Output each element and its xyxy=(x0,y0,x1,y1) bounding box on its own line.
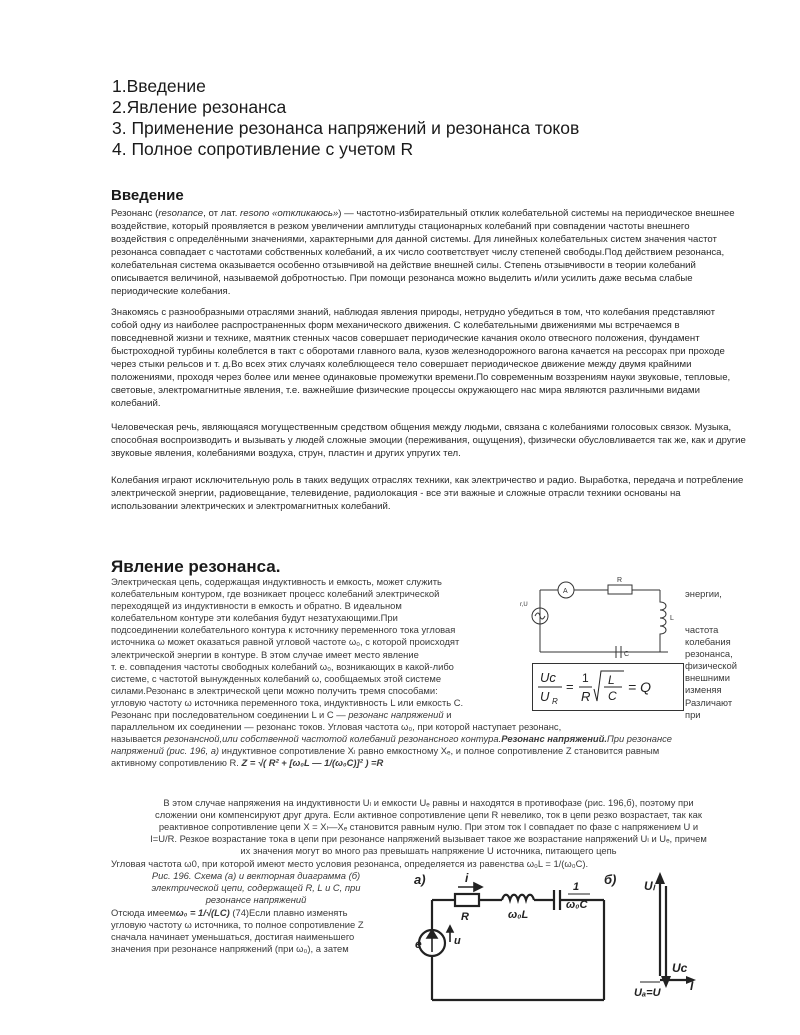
right-word: изменяя xyxy=(685,684,722,696)
right-word: частота xyxy=(685,624,719,635)
inductor-label: L xyxy=(670,615,674,622)
res-line: электрической энергии в контуре. В этом случае имеет место явление xyxy=(111,648,419,660)
res-line: источника ω может оказаться равной угловой частоте ω₀, с которой происходят xyxy=(111,636,460,648)
series-rlc-circuit-figure xyxy=(410,868,620,1028)
caption-line: резонансе напряжений xyxy=(205,894,307,906)
fig-b-ur: Uₐ=U xyxy=(634,987,661,999)
p1-rest: ) — частотно-избирательный отклик колебательной системы на периодическое внешнее воздействие, который проявляется в резком увеличении амплитуды стационарных колебаний при совпадении частоты внешнего воздействия с определёнными значениями, характерными для данной системы. Для линейных колебательных систем значения частот резонанса совпадает с частотами собственных колебаний, а их число соответствует числу степеней свободы.Под действием резонанса, колебательная система оказывается особенно отзывчивой на действие внешней силы. Степень отзывчивости в теории колебаний описывается величиной, называемой добротностью. При помощи резонанса можно выделить и/или усилить даже весьма слабые периодические колебания. xyxy=(111,208,735,297)
p1-mid: , от лат. xyxy=(203,208,241,219)
right-word: при xyxy=(685,708,701,720)
res-line-15: напряжений (рис. 196, а) индуктивное сопротивление Xₗ равно емкостному Xₑ, и полное сопротивление Z становится равным xyxy=(111,745,660,757)
one-label: 1 xyxy=(582,671,589,685)
fig-b-uc: Uc xyxy=(672,961,688,975)
voltage-label: r,U xyxy=(520,602,528,608)
resonance-full-lines xyxy=(111,721,746,769)
resistor-icon xyxy=(608,585,632,594)
resonance-right-words-2 xyxy=(685,624,745,721)
right-word: физической xyxy=(685,660,737,672)
vector-diagram-figure xyxy=(600,868,720,1028)
res-line: колебательном контуре эти колебания будут незатухающими.При xyxy=(111,612,398,624)
eq-sign: = xyxy=(566,679,574,694)
res-line: угловую частоту ω источника переменного тока, индуктивность L или емкость С. xyxy=(111,696,464,708)
tail-line: сначала начинает уменьшаться, достигая наименьшего xyxy=(111,931,355,943)
figure-caption xyxy=(111,870,401,906)
intro-paragraph-3: Человеческая речь, являющаяся могущественным средством общения между людьми, связана с колебаниями голосовых связок. Музыка, способная воспроизводить и вызывать у людей сложные эмоции (переживания, ощущения), физически обусловливается так же, как и другие звуковые явления, колебаниями воздуха, струн, пластин и других упругих тел. xyxy=(111,422,746,459)
l-label: L xyxy=(608,673,615,687)
res-line: системе, с частотой вынужденных колебаний ω, сообщаемых этой системе xyxy=(111,672,442,684)
caption-line: электрической цепи, содержащей R, L и С, при xyxy=(151,882,361,894)
inductor-icon xyxy=(502,895,534,900)
toc-item-4[interactable]: 4. Полное сопротивление с учетом R xyxy=(112,139,414,159)
toc-item-2[interactable]: 2.Явление резонанса xyxy=(112,97,287,117)
fig-a-voltage: u xyxy=(454,935,461,947)
fig-a-tag: а) xyxy=(414,872,426,887)
q-factor-formula xyxy=(532,663,684,711)
bottom-line: сложении они компенсируют друг друга. Если активное сопротивление цепи R невелико, ток в цепи резко возрастает, так как xyxy=(155,809,702,821)
res-line-14: называется резонансной,или собственной частотой колебаний резонансного контура.Резонанс напряжений.При резонансе xyxy=(111,733,673,745)
fig-a-cap-den: ω₀C xyxy=(566,899,588,911)
inductor-icon xyxy=(660,590,666,652)
tail-line: угловую частоту ω источника, то полное сопротивление Z xyxy=(111,919,364,931)
q-label: = Q xyxy=(628,679,651,695)
resonance-left-column xyxy=(111,576,536,721)
bottom-line: их значения могут во много раз превышать напряжение U источника, питающего цепь xyxy=(240,845,617,857)
bottom-line: В этом случае напряжения на индуктивности Uₗ и емкости Uₑ равны и находятся в противофазе (рис. 196,б), поэтому при xyxy=(163,797,694,808)
res-line: подсоединении колебательного контура к источнику переменного тока угловая xyxy=(111,624,456,636)
caption-line: Рис. 196. Схема (а) и векторная диаграмма (б) xyxy=(151,870,361,881)
ammeter-label: A xyxy=(563,588,568,595)
intro-heading: Введение xyxy=(111,187,184,204)
omega-line: Отсюда имеемω₀ = 1/√(LC) (74)Если плавно изменять xyxy=(111,907,348,918)
res-line: Электрическая цепь, содержащая индуктивность и емкость, может служить xyxy=(111,576,442,587)
right-word: Различают xyxy=(685,696,733,708)
res-line: переходящей из индуктивности в емкость и обратно. В идеальном xyxy=(111,600,402,612)
p1-lead: Резонанс ( xyxy=(111,208,159,219)
fig-a-resistor: R xyxy=(461,911,469,923)
fig-a-cap-num: 1 xyxy=(573,881,580,893)
p1-resono: resono «откликаюсь» xyxy=(240,208,339,219)
res-line-12: Резонанс при последовательном соединении L и С — резонанс напряжений и xyxy=(111,709,452,721)
toc-item-1[interactable]: 1.Введение xyxy=(112,76,206,96)
right-word: резонанса, xyxy=(685,648,733,660)
res-line: силами.Резонанс в электрической цепи можно получить тремя способами: xyxy=(111,684,438,696)
toc-item-3[interactable]: 3. Применение резонанса напряжений и резонанса токов xyxy=(112,118,580,138)
lc-circuit-diagram xyxy=(518,572,684,660)
fig-b-ul: Uₗ xyxy=(644,879,655,893)
resonance-heading: Явление резонанса. xyxy=(111,557,281,576)
fig-a-current: i xyxy=(465,871,469,885)
c-label: C xyxy=(608,689,617,703)
intro-paragraph-1 xyxy=(111,207,739,298)
intro-paragraph-2: Знакомясь с разнообразными отраслями знаний, наблюдая явления природы, нетрудно убедиться в том, что колебания представляют собой одну из наиболее распространенных форм механического движения. С колебательными движениями мы встречаемся в повседневной жизни и технике, маятник стенных часов совершает периодические качания около отвесного положения, фундамент быстроходной турбины колеблется в такт с оборотами главного вала, кузов железнодорожного вагона качается на рессорах при проходе через стыки рельсов и т. д.Во всех этих случаях колеблющееся тело совершает периодическое движение между двумя крайними положениями, проходя через более или менее одинаковые промежутки времени.По современным воззрениям науки звуковые, тепловые, световые, электромагнитные явления, т.е. важнейшие физические процессы окружающего нас мира являются различными видами колебаний. xyxy=(111,307,731,409)
bottom-line: I=U/R. Резкое возрастание тока в цепи при резонансе напряжений вызывает такое же возрастание напряжений Uₗ и Uₑ, причем xyxy=(150,833,707,845)
bottom-centered-lines xyxy=(111,797,746,857)
capacitor-label: C xyxy=(624,651,630,658)
right-word: энергии, xyxy=(685,588,722,599)
fig-a-inductance: ω₀L xyxy=(508,909,529,921)
resonance-right-words xyxy=(685,588,745,600)
r-label: R xyxy=(581,689,591,704)
tail-line: значения при резонансе напряжений (при ω₀), а затем xyxy=(111,943,349,955)
bottom-line-6: Угловая частота ω0, при которой имеют место условия резонанса, определяется из равенства ω₀L = 1/(ω₀C). xyxy=(111,858,589,869)
right-word: колебания xyxy=(685,636,731,648)
intro-paragraph-4: Колебания играют исключительную роль в таких ведущих отраслях техники, как электричество и радио. Выработка, передача и потребление электрической энергии, радиовещание, телевидение, радиолокация - все эти важные и сложные отрасли техники основаны на использовании электрических и электромагнитных колебаний. xyxy=(111,475,744,512)
fig-b-tag: б) xyxy=(604,872,617,887)
fig-a-emf: e xyxy=(415,937,422,951)
res-line: колебательным контуром, где возникает процесс колебаний электрической xyxy=(111,588,440,600)
right-word: внешними xyxy=(685,672,730,684)
ur-label: U xyxy=(540,689,550,704)
table-of-contents xyxy=(112,76,579,160)
resistor-label: R xyxy=(617,577,623,584)
bottom-left-text xyxy=(111,907,411,955)
p1-latin: resonance xyxy=(158,208,204,219)
bottom-line: реактивное сопротивление цепи X = Xₗ—Xₑ становится равным нулю. При этом ток I совпадает по фазе с напряжением U и xyxy=(158,821,699,833)
uc-label: Uc xyxy=(540,670,556,685)
res-line-16: активному сопротивлению R. Z = √( R² + [ω₀L — 1/(ω₀C)]² ) =R xyxy=(111,757,384,769)
res-line-13: параллельном их соединении — резонанс токов. Угловая частота ω₀, при которой наступает резонанс, xyxy=(111,721,562,732)
resistor-icon xyxy=(455,894,479,906)
ur-sub: R xyxy=(552,697,558,706)
res-line: т. е. совпадения частоты свободных колебаний ω₀, возникающих в какой-либо xyxy=(111,660,454,672)
fig-b-current: I xyxy=(690,979,694,993)
